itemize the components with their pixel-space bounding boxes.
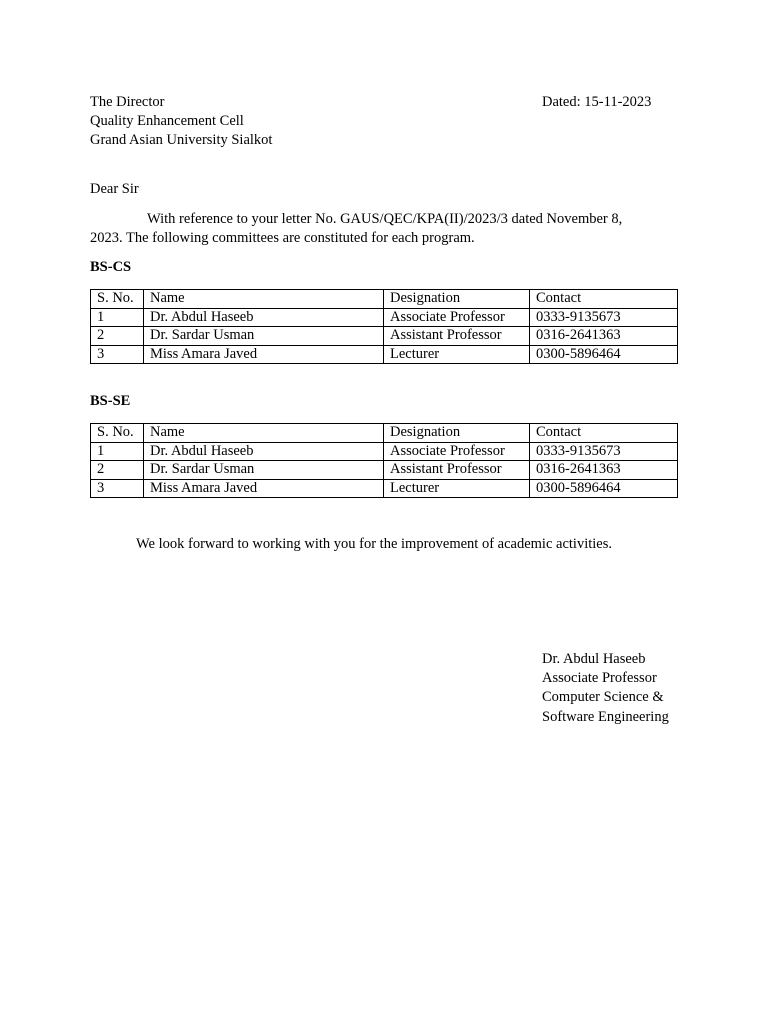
cell-contact: 0300-5896464 [530,345,678,364]
table-row [91,327,678,346]
header-designation: Designation [384,290,530,309]
header-contact: Contact [530,424,678,443]
committee-title: BS-CS [90,259,132,275]
cell-sno: 1 [91,442,144,461]
recipient-line-1: The Director [90,94,165,110]
table-row [91,461,678,480]
cell-designation: Assistant Professor [384,461,530,480]
cell-sno: 1 [91,308,144,327]
header-designation: Designation [384,424,530,443]
cell-sno: 2 [91,461,144,480]
cell-name: Dr. Sardar Usman [144,327,384,346]
cell-contact: 0300-5896464 [530,479,678,498]
cell-designation: Lecturer [384,479,530,498]
header-contact: Contact [530,290,678,309]
table-row [91,345,678,364]
cell-name: Dr. Abdul Haseeb [144,308,384,327]
salutation: Dear Sir [90,181,139,197]
cell-sno: 2 [91,327,144,346]
committee-title: BS-SE [90,393,131,409]
cell-designation: Associate Professor [384,442,530,461]
cell-contact: 0316-2641363 [530,327,678,346]
signature-dept-line-1: Computer Science & [542,689,664,706]
intro-line-2: 2023. The following committees are constituted for each program. [90,230,475,246]
cell-contact: 0333-9135673 [530,442,678,461]
signature-dept-line-2: Software Engineering [542,708,669,725]
table-row [91,308,678,327]
cell-sno: 3 [91,345,144,364]
committee-table [90,289,678,364]
cell-name: Dr. Abdul Haseeb [144,442,384,461]
cell-designation: Assistant Professor [384,327,530,346]
cell-name: Dr. Sardar Usman [144,461,384,480]
header-sno: S. No. [91,424,144,443]
recipient-line-3: Grand Asian University Sialkot [90,132,273,149]
committee-table [90,423,678,498]
table-row [91,479,678,498]
table-row [91,442,678,461]
signature-name: Dr. Abdul Haseeb [542,651,646,667]
cell-name: Miss Amara Javed [144,345,384,364]
intro-line-1: With reference to your letter No. GAUS/QEC/KPA(II)/2023/3 dated November 8, [147,211,623,227]
signature-block [542,650,669,727]
signature-title: Associate Professor [542,670,657,687]
cell-designation: Lecturer [384,345,530,364]
cell-name: Miss Amara Javed [144,479,384,498]
closing-text: We look forward to working with you for the improvement of academic activities. [136,536,612,552]
cell-contact: 0316-2641363 [530,461,678,480]
header-name: Name [144,290,384,309]
header-sno: S. No. [91,290,144,309]
header-name: Name [144,424,384,443]
letter-date: Dated: 15-11-2023 [542,94,652,110]
table-header-row [91,424,678,443]
cell-designation: Associate Professor [384,308,530,327]
cell-contact: 0333-9135673 [530,308,678,327]
recipient-line-2: Quality Enhancement Cell [90,113,244,130]
cell-sno: 3 [91,479,144,498]
table-header-row [91,290,678,309]
recipient-address [90,93,272,151]
